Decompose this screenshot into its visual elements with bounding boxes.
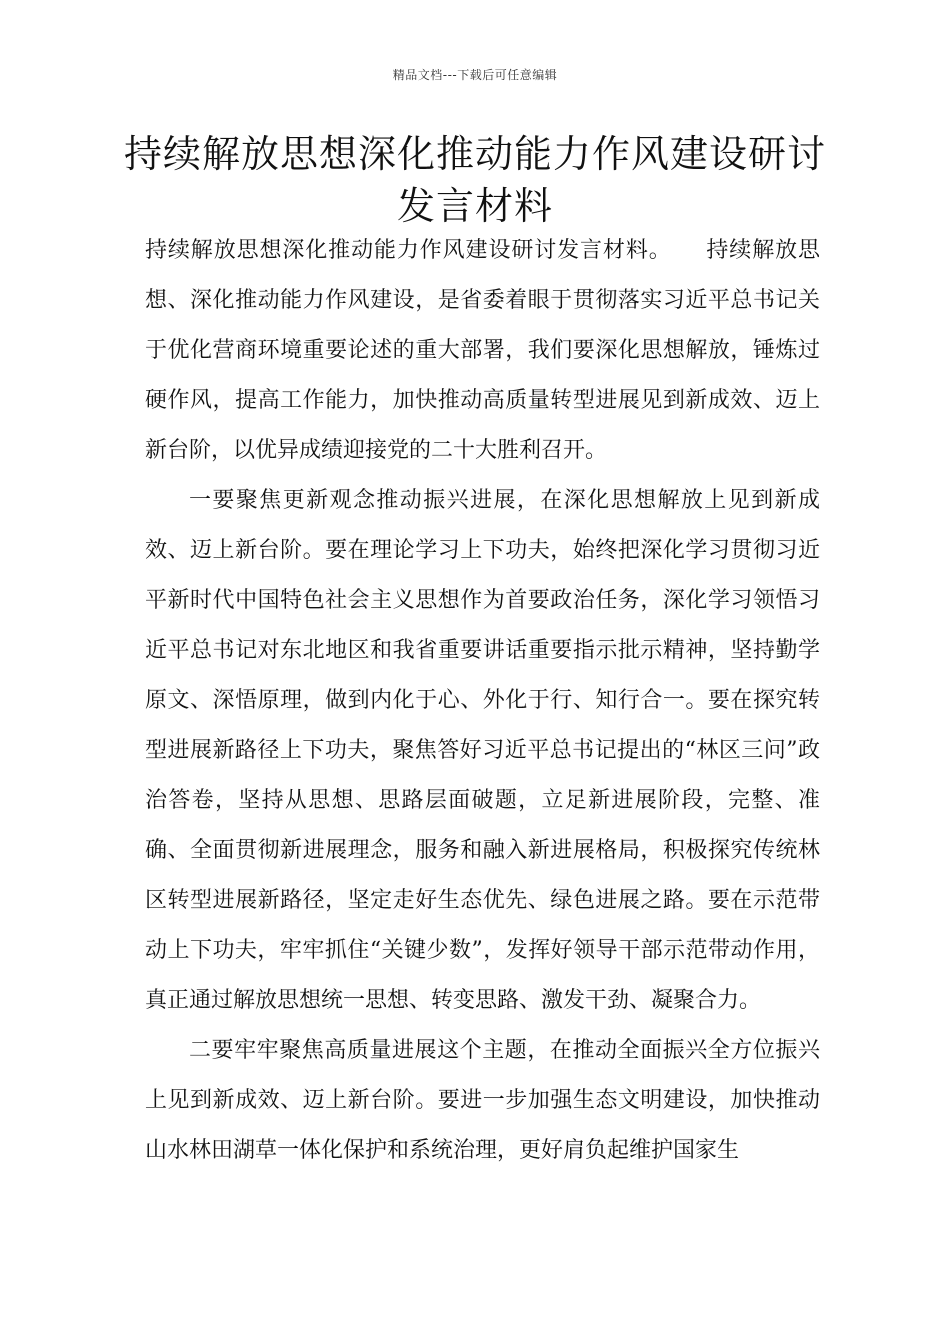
paragraph-first-point: 一要聚焦更新观念推动振兴进展，在深化思想解放上见到新成效、迈上新台阶。要在理论学习上下功夫，始终把深化学习贯彻习近平新时代中国特色社会主义思想作为首要政治任务，深化学习领悟习近平总书记对东北地区和我省重要讲话重要指示批示精神，坚持勤学原文、深悟原理，做到内化于心、外化于行、知行合一。要在探究转型进展新路径上下功夫，聚焦答好习近平总书记提出的“林区三问”政治答卷，坚持从思想、思路层面破题，立足新进展阶段，完整、准确、全面贯彻新进展理念，服务和融入新进展格局，积极探究传统林区转型进展新路径，坚定走好生态优先、绿色进展之路。要在示范带动上下功夫，牢牢抓住“关键少数”，发挥好领导干部示范带动作用，真正通过解放思想统一思想、转变思路、激发干劲、凝聚合力。 [145,488,820,1013]
document-body [145,226,820,1176]
header-note: 精品文档---下载后可任意编辑 [392,68,558,82]
document-title: 持续解放思想深化推动能力作风建设研讨发言材料 [123,132,826,228]
paragraph-intro: 持续解放思想深化推动能力作风建设研讨发言材料。 持续解放思想、深化推动能力作风建设，是省委着眼于贯彻落实习近平总书记关于优化营商环境重要论述的重大部署，我们要深化思想解放，锤炼过硬作风，提高工作能力，加快推动高质量转型进展见到新成效、迈上新台阶，以优异成绩迎接党的二十大胜利召开。 [145,238,820,463]
paragraph-second-point: 二要牢牢聚焦高质量进展这个主题，在推动全面振兴全方位振兴上见到新成效、迈上新台阶。要进一步加强生态文明建设，加快推动山水林田湖草一体化保护和系统治理，更好肩负起维护国家生 [145,1038,820,1163]
